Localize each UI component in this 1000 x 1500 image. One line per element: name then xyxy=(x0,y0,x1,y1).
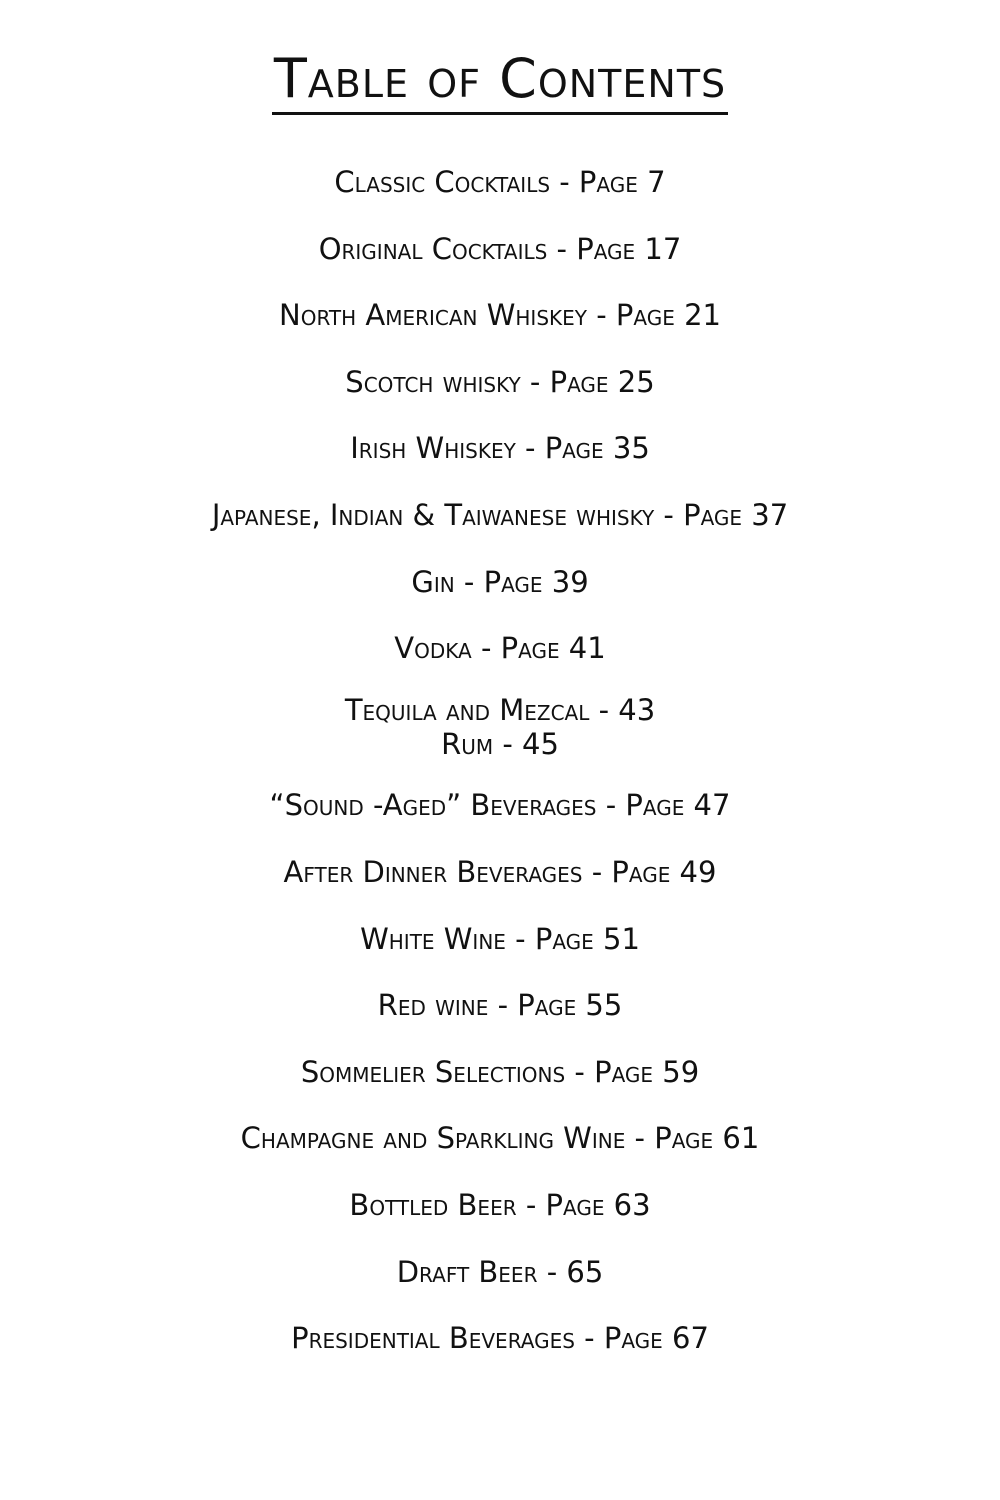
toc-entry-vodka: Vodka - Page 41 xyxy=(394,631,606,666)
toc-entry-gin: Gin - Page 39 xyxy=(411,564,589,599)
toc-entry-original-cocktails: Original Cocktails - Page 17 xyxy=(318,231,682,266)
toc-entry-japanese-indian-taiwanese-whisky: Japanese, Indian & Taiwanese whisky - Page 37 xyxy=(211,497,789,532)
toc-entry-classic-cocktails: Classic Cocktails - Page 7 xyxy=(334,165,666,199)
toc-entry-irish-whiskey: Irish Whiskey - Page 35 xyxy=(350,431,650,466)
toc-entry-champagne-sparkling-wine: Champagne and Sparkling Wine - Page 61 xyxy=(240,1121,760,1156)
toc-entry-after-dinner-beverages: After Dinner Beverages - Page 49 xyxy=(283,854,717,889)
page-title xyxy=(0,47,1000,115)
toc-entry-rum: Rum - 45 xyxy=(441,726,559,761)
toc-list xyxy=(0,160,1000,1383)
toc-entry-presidential-beverages: Presidential Beverages - Page 67 xyxy=(291,1321,709,1356)
toc-entry-tequila-rum xyxy=(0,693,1000,761)
toc-entry-red-wine: Red wine - Page 55 xyxy=(377,988,623,1023)
toc-entry-north-american-whiskey: North American Whiskey - Page 21 xyxy=(279,298,721,333)
toc-entry-tequila-and-mezcal: Tequila and Mezcal - 43 xyxy=(344,692,656,727)
page-title-text: Table of Contents xyxy=(272,52,728,115)
toc-entry-draft-beer: Draft Beer - 65 xyxy=(396,1254,604,1289)
toc-entry-sommelier-selections: Sommelier Selections - Page 59 xyxy=(300,1054,700,1089)
toc-entry-white-wine: White Wine - Page 51 xyxy=(360,921,640,956)
toc-entry-sound-aged-beverages: “Sound -Aged” Beverages - Page 47 xyxy=(269,788,731,823)
toc-entry-scotch-whisky: Scotch whisky - Page 25 xyxy=(345,364,655,399)
toc-entry-bottled-beer: Bottled Beer - Page 63 xyxy=(349,1187,651,1222)
